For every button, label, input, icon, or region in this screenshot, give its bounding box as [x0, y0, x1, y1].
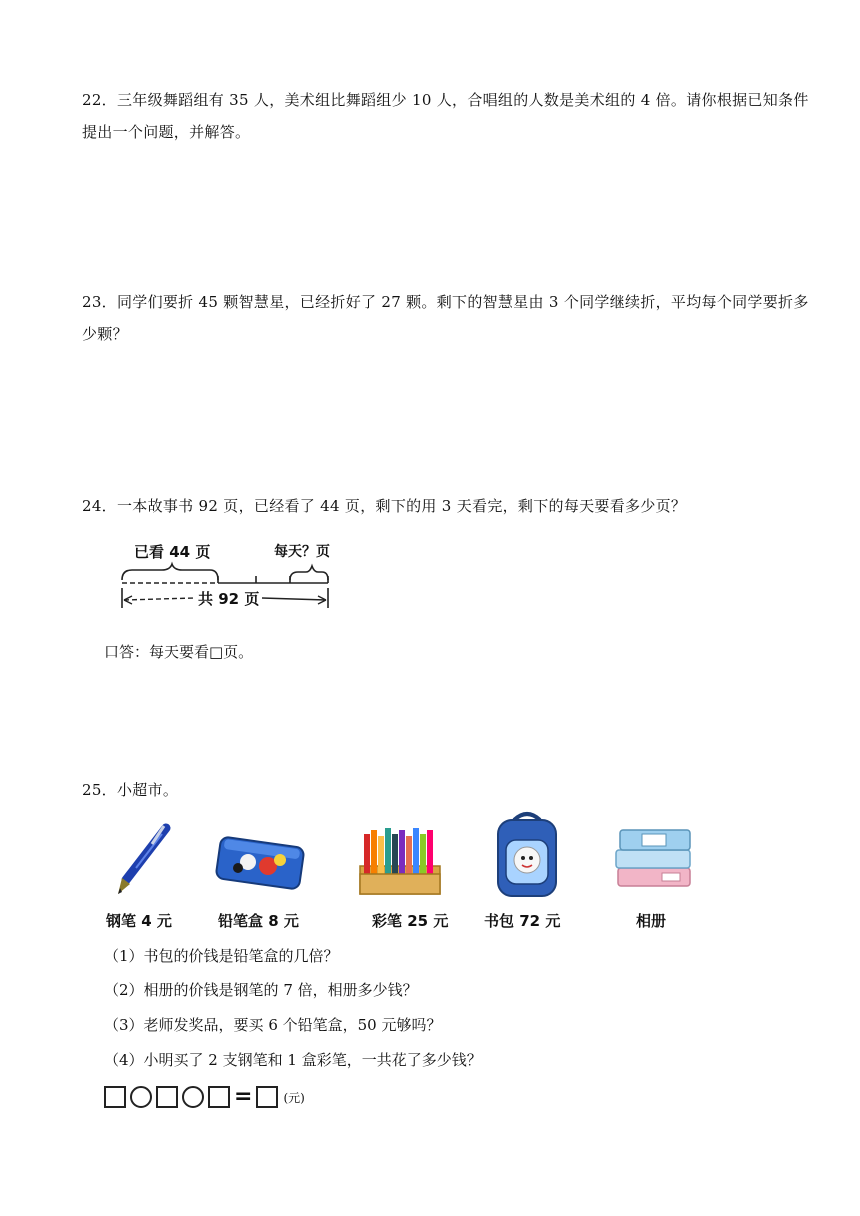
goods-label-photo-album: 相册: [636, 912, 667, 930]
diagram-read-label: 已看 44 页: [134, 543, 211, 561]
line-segment-diagram: [112, 536, 352, 616]
sub-question-1: （1）书包的价钱是铅笔盒的几倍？: [104, 947, 339, 965]
question-24: [82, 490, 812, 522]
formula-circle[interactable]: [182, 1086, 204, 1108]
crayons-icon: [358, 822, 442, 900]
goods-label-crayons: 彩笔 25 元: [372, 912, 449, 930]
formula-result-box[interactable]: [256, 1086, 278, 1108]
formula-box[interactable]: [156, 1086, 178, 1108]
goods-row: [100, 822, 720, 932]
schoolbag-icon: [492, 810, 562, 904]
formula-box[interactable]: [208, 1086, 230, 1108]
goods-label-pen: 钢笔 4 元: [106, 912, 172, 930]
diagram-total-label: 共 92 页: [198, 590, 260, 608]
question-23-line2: 少颗？: [82, 325, 128, 343]
formula-unit: (元): [283, 1090, 305, 1105]
diagram-per-day-label: 每天？页: [274, 544, 330, 560]
answer-formula: [104, 1084, 305, 1110]
question-23: [82, 286, 812, 350]
question-22-line2: 提出一个问题，并解答。: [82, 123, 251, 141]
goods-label-pencil-case: 铅笔盒 8 元: [218, 912, 299, 930]
photo-album-icon: [612, 824, 696, 894]
sub-question-4: （4）小明买了 2 支钢笔和 1 盒彩笔，一共花了多少钱？: [104, 1051, 482, 1069]
formula-box[interactable]: [104, 1086, 126, 1108]
question-24-text: 24．一本故事书 92 页，已经看了 44 页，剩下的用 3 天看完，剩下的每天要看多少页？: [82, 497, 687, 515]
formula-equals-sign: =: [234, 1084, 253, 1109]
goods-label-schoolbag: 书包 72 元: [484, 912, 561, 930]
question-22: [82, 84, 812, 148]
sub-question-3: （3）老师发奖品，要买 6 个铅笔盒，50 元够吗？: [104, 1016, 442, 1034]
question-24-answer: 口答：每天要看□页。: [104, 643, 254, 661]
question-25-title: 25．小超市。: [82, 781, 179, 799]
question-22-line1: 22．三年级舞蹈组有 35 人，美术组比舞蹈组少 10 人，合唱组的人数是美术组的 4 倍。请你根据已知条件: [82, 91, 809, 109]
pen-icon: [108, 822, 174, 902]
question-23-line1: 23．同学们要折 45 颗智慧星，已经折好了 27 颗。剩下的智慧星由 3 个同学继续折，平均每个同学要折多: [82, 293, 809, 311]
sub-question-2: （2）相册的价钱是钢笔的 7 倍，相册多少钱？: [104, 981, 418, 999]
formula-circle[interactable]: [130, 1086, 152, 1108]
pencil-case-icon: [214, 830, 306, 896]
